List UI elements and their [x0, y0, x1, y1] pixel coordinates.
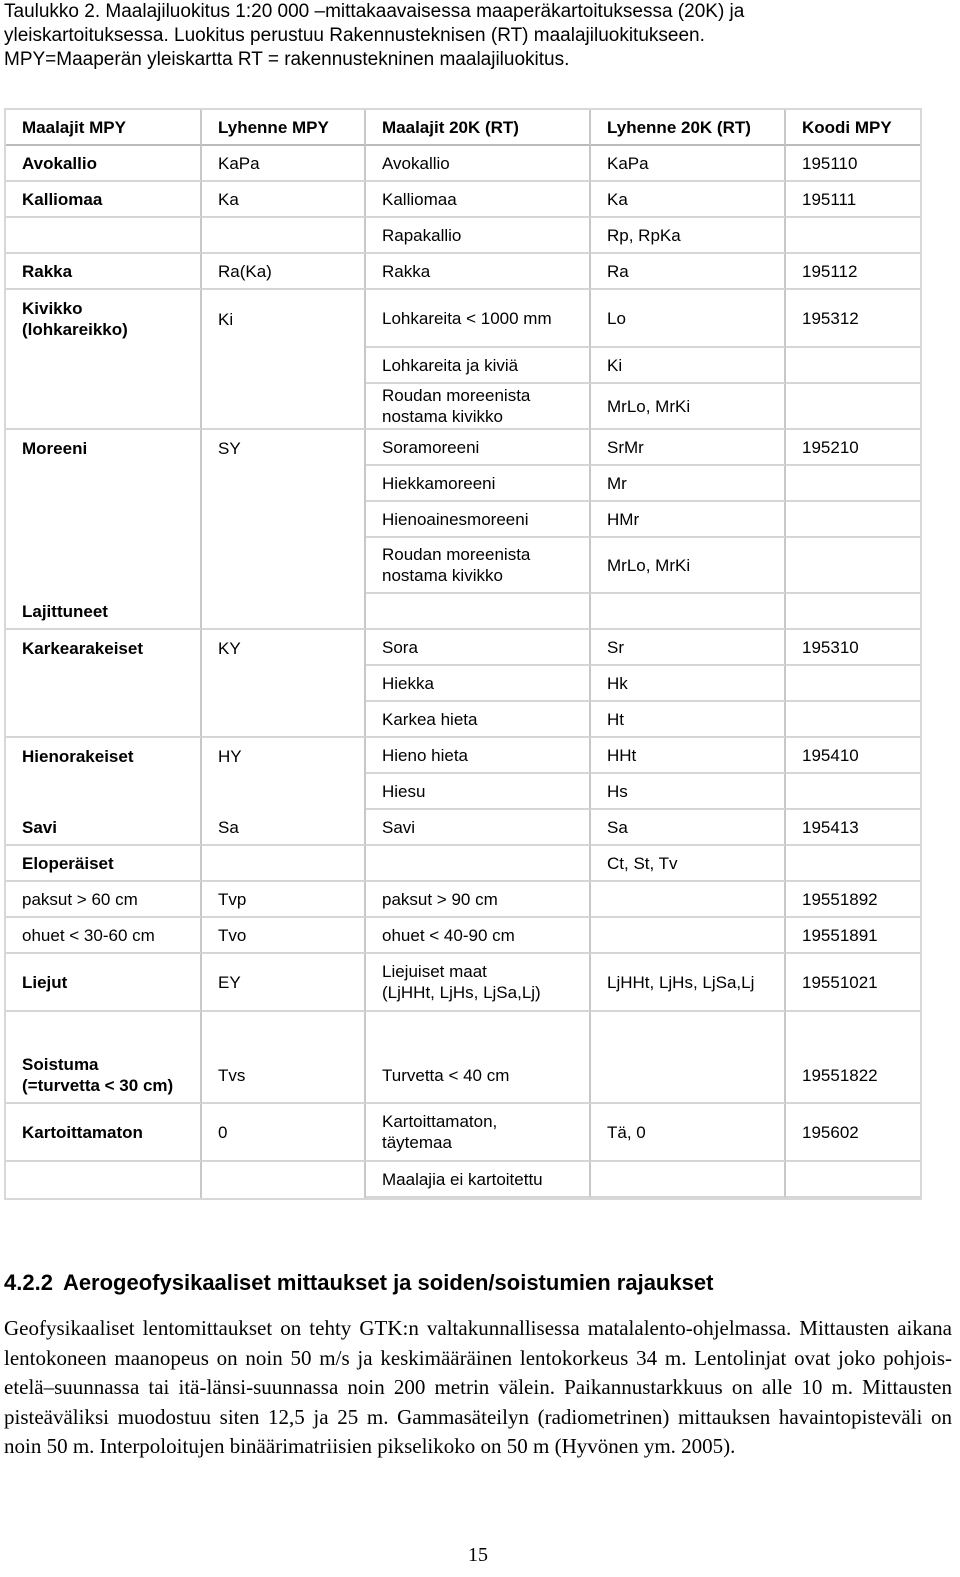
cell-maalaji-mpy: Karkearakeiset	[6, 630, 202, 666]
cell-lyhenne-20k	[591, 918, 786, 954]
cell-maalaji-20k: Liejuiset maat (LjHHt, LjHs, LjSa,Lj)	[366, 954, 591, 1012]
cell-maalaji-mpy: Eloperäiset	[6, 846, 202, 882]
cell-lyhenne-20k: MrLo, MrKi	[591, 384, 786, 430]
cell-lyhenne-mpy: HY	[202, 738, 366, 774]
table-row	[6, 954, 920, 1012]
cell-lyhenne-20k: Ka	[591, 182, 786, 218]
page-number: 15	[468, 1544, 488, 1566]
cell-maalaji-20k: Avokallio	[366, 146, 591, 182]
cell-koodi-mpy	[786, 218, 920, 254]
cell-lyhenne-mpy: Tvo	[202, 918, 366, 954]
cell-koodi-mpy	[786, 384, 920, 430]
table-row	[6, 918, 920, 954]
table-row	[6, 466, 920, 502]
cell-maalaji-mpy: Lajittuneet	[6, 594, 202, 630]
caption-line: MPY=Maaperän yleiskartta RT = rakennustekninen maalajiluokitus.	[4, 49, 570, 70]
cell-lyhenne-20k: Ki	[591, 348, 786, 384]
cell-lyhenne-20k: Hs	[591, 774, 786, 810]
cell-koodi-mpy: 19551891	[786, 918, 920, 954]
cell-maalaji-20k: Sora	[366, 630, 591, 666]
cell-koodi-mpy: 19551892	[786, 882, 920, 918]
cell-lyhenne-20k: Lo	[591, 290, 786, 348]
table-row	[6, 1048, 920, 1104]
cell-koodi-mpy: 195110	[786, 146, 920, 182]
table-row	[6, 702, 920, 738]
cell-maalaji-mpy	[6, 666, 202, 702]
cell-lyhenne-mpy: Sa	[202, 810, 366, 846]
cell-koodi-mpy	[786, 666, 920, 702]
section-heading	[4, 1270, 713, 1296]
header-lyhenne-mpy: Lyhenne MPY	[202, 110, 366, 146]
cell-lyhenne-mpy: SY	[202, 430, 366, 466]
table-row	[6, 218, 920, 254]
cell-maalaji-mpy: Kartoittamaton	[6, 1104, 202, 1162]
table-row	[6, 430, 920, 466]
cell-lyhenne-mpy: Ka	[202, 182, 366, 218]
cell-koodi-mpy	[786, 594, 920, 630]
caption-line: yleiskartoituksessa. Luokitus perustuu Rakennusteknisen (RT) maalajiluokitukseen.	[4, 25, 705, 46]
cell-lyhenne-mpy: Ki	[202, 290, 366, 348]
caption-line: Taulukko 2. Maalajiluokitus 1:20 000 –mittakaavaisessa maaperäkartoituksessa (20K) ja	[4, 1, 745, 22]
cell-lyhenne-mpy	[202, 348, 366, 384]
cell-maalaji-20k: Hieno hieta	[366, 738, 591, 774]
table-row	[6, 882, 920, 918]
cell-lyhenne-20k	[591, 882, 786, 918]
cell-maalaji-mpy	[6, 466, 202, 502]
cell-maalaji-20k: Savi	[366, 810, 591, 846]
table-row	[6, 502, 920, 538]
cell-maalaji-20k: ohuet < 40-90 cm	[366, 918, 591, 954]
cell-maalaji-mpy: Hienorakeiset	[6, 738, 202, 774]
cell-lyhenne-mpy	[202, 538, 366, 594]
table-row	[6, 810, 920, 846]
header-maalaji-20k: Maalajit 20K (RT)	[366, 110, 591, 146]
cell-maalaji-20k: Hiekkamoreeni	[366, 466, 591, 502]
table-row	[6, 774, 920, 810]
cell-lyhenne-mpy: EY	[202, 954, 366, 1012]
table-row	[6, 384, 920, 430]
header-lyhenne-20k: Lyhenne 20K (RT)	[591, 110, 786, 146]
soil-classification-table	[4, 108, 922, 1200]
cell-maalaji-20k	[366, 594, 591, 630]
cell-lyhenne-20k: Ht	[591, 702, 786, 738]
cell-lyhenne-mpy: Tvp	[202, 882, 366, 918]
cell-koodi-mpy: 19551822	[786, 1048, 920, 1104]
table-row	[6, 146, 920, 182]
table-row	[6, 846, 920, 882]
table-header-row	[6, 110, 920, 146]
cell-lyhenne-mpy	[202, 466, 366, 502]
cell-koodi-mpy	[786, 538, 920, 594]
cell-lyhenne-mpy	[202, 666, 366, 702]
cell-lyhenne-mpy	[202, 1162, 366, 1198]
cell-maalaji-mpy: Moreeni	[6, 430, 202, 466]
table-row	[6, 738, 920, 774]
cell-lyhenne-20k: HMr	[591, 502, 786, 538]
cell-lyhenne-mpy: KaPa	[202, 146, 366, 182]
section-title: Aerogeofysikaaliset mittaukset ja soiden/soistumien rajaukset	[62, 1270, 714, 1295]
cell-maalaji-mpy: Liejut	[6, 954, 202, 1012]
table-row	[6, 1162, 920, 1198]
table-row	[6, 348, 920, 384]
cell-lyhenne-20k: LjHHt, LjHs, LjSa,Lj	[591, 954, 786, 1012]
cell-maalaji-mpy: Rakka	[6, 254, 202, 290]
cell-maalaji-20k: Rakka	[366, 254, 591, 290]
cell-koodi-mpy: 195410	[786, 738, 920, 774]
cell-maalaji-20k: Hienoainesmoreeni	[366, 502, 591, 538]
cell-maalaji-mpy: Savi	[6, 810, 202, 846]
table-row	[6, 538, 920, 594]
cell-lyhenne-20k: SrMr	[591, 430, 786, 466]
cell-lyhenne-20k: Ct, St, Tv	[591, 846, 786, 882]
cell-maalaji-mpy: ohuet < 30-60 cm	[6, 918, 202, 954]
cell-maalaji-20k: Lohkareita < 1000 mm	[366, 290, 591, 348]
cell-koodi-mpy: 195111	[786, 182, 920, 218]
cell-maalaji-mpy	[6, 348, 202, 384]
table-row	[6, 182, 920, 218]
cell-lyhenne-20k: Mr	[591, 466, 786, 502]
cell-maalaji-mpy: Kalliomaa	[6, 182, 202, 218]
cell-koodi-mpy: 195310	[786, 630, 920, 666]
cell-maalaji-mpy: Avokallio	[6, 146, 202, 182]
cell-lyhenne-20k: Rp, RpKa	[591, 218, 786, 254]
cell-lyhenne-20k: MrLo, MrKi	[591, 538, 786, 594]
cell-maalaji-20k: Kartoittamaton, täytemaa	[366, 1104, 591, 1162]
cell-maalaji-mpy	[6, 1012, 202, 1048]
table-row	[6, 666, 920, 702]
cell-lyhenne-mpy	[202, 218, 366, 254]
cell-maalaji-20k: Karkea hieta	[366, 702, 591, 738]
header-maalaji-mpy: Maalajit MPY	[6, 110, 202, 146]
cell-maalaji-20k: Roudan moreenista nostama kivikko	[366, 384, 591, 430]
cell-lyhenne-20k	[591, 1012, 786, 1048]
cell-lyhenne-mpy: 0	[202, 1104, 366, 1162]
cell-maalaji-mpy	[6, 774, 202, 810]
cell-koodi-mpy	[786, 1012, 920, 1048]
cell-maalaji-mpy: Kivikko (lohkareikko)	[6, 290, 202, 348]
cell-koodi-mpy	[786, 502, 920, 538]
cell-maalaji-20k: paksut > 90 cm	[366, 882, 591, 918]
cell-maalaji-mpy	[6, 538, 202, 594]
cell-lyhenne-mpy	[202, 384, 366, 430]
cell-lyhenne-20k: Sa	[591, 810, 786, 846]
cell-maalaji-20k: Hiesu	[366, 774, 591, 810]
cell-maalaji-20k: Maalajia ei kartoitettu	[366, 1162, 591, 1198]
cell-koodi-mpy	[786, 466, 920, 502]
table-row	[6, 254, 920, 290]
table-row	[6, 1104, 920, 1162]
cell-maalaji-mpy	[6, 218, 202, 254]
section-number: 4.2.2	[4, 1270, 53, 1295]
cell-maalaji-20k	[366, 1012, 591, 1048]
cell-maalaji-mpy	[6, 384, 202, 430]
cell-maalaji-20k: Hiekka	[366, 666, 591, 702]
cell-lyhenne-mpy	[202, 846, 366, 882]
cell-maalaji-20k: Turvetta < 40 cm	[366, 1048, 591, 1104]
cell-maalaji-mpy: Soistuma (=turvetta < 30 cm)	[6, 1048, 202, 1104]
cell-maalaji-20k: Rapakallio	[366, 218, 591, 254]
cell-lyhenne-mpy	[202, 594, 366, 630]
cell-koodi-mpy: 19551021	[786, 954, 920, 1012]
cell-lyhenne-mpy: KY	[202, 630, 366, 666]
cell-maalaji-mpy	[6, 1162, 202, 1198]
cell-koodi-mpy: 195312	[786, 290, 920, 348]
cell-maalaji-mpy	[6, 702, 202, 738]
cell-lyhenne-20k	[591, 1048, 786, 1104]
table-row	[6, 630, 920, 666]
cell-koodi-mpy	[786, 348, 920, 384]
cell-lyhenne-mpy	[202, 1012, 366, 1048]
cell-lyhenne-mpy	[202, 502, 366, 538]
cell-koodi-mpy	[786, 774, 920, 810]
header-koodi-mpy: Koodi MPY	[786, 110, 920, 146]
cell-lyhenne-20k	[591, 1162, 786, 1198]
cell-koodi-mpy: 195112	[786, 254, 920, 290]
cell-lyhenne-mpy	[202, 774, 366, 810]
cell-maalaji-20k: Lohkareita ja kiviä	[366, 348, 591, 384]
cell-maalaji-20k	[366, 846, 591, 882]
cell-lyhenne-mpy: Ra(Ka)	[202, 254, 366, 290]
cell-maalaji-mpy	[6, 502, 202, 538]
cell-maalaji-20k: Kalliomaa	[366, 182, 591, 218]
cell-lyhenne-20k: KaPa	[591, 146, 786, 182]
cell-koodi-mpy	[786, 1162, 920, 1198]
body-paragraph: Geofysikaaliset lentomittaukset on tehty GTK:n valtakunnallisessa matalalento-ohjelmassa. Mittausten aikana lentokoneen maanopeus on noin 50 m/s ja keskimääräinen lentokorkeus 34 m. Lentolinjat ovat joko pohjois-etelä–suunnassa tai itä-länsi-suunnassa noin 200 metrin välein. Paikannustarkkuus on alle 10 m. Mittausten pisteäväliksi muodostuu siten 12,5 ja 25 m. Gammasäteilyn (radiometrinen) mittauksen havaintopisteväli on noin 50 m. Interpoloitujen binäärimatriisien pikselikoko on 50 m (Hyvönen ym. 2005).	[4, 1316, 952, 1458]
table-row	[6, 290, 920, 348]
cell-lyhenne-20k: Sr	[591, 630, 786, 666]
cell-lyhenne-mpy	[202, 702, 366, 738]
cell-maalaji-20k: Roudan moreenista nostama kivikko	[366, 538, 591, 594]
cell-maalaji-20k: Soramoreeni	[366, 430, 591, 466]
cell-koodi-mpy: 195602	[786, 1104, 920, 1162]
table-row	[6, 1012, 920, 1048]
cell-koodi-mpy	[786, 702, 920, 738]
cell-koodi-mpy: 195413	[786, 810, 920, 846]
table-row	[6, 594, 920, 630]
cell-koodi-mpy: 195210	[786, 430, 920, 466]
cell-lyhenne-20k	[591, 594, 786, 630]
cell-lyhenne-20k: Tä, 0	[591, 1104, 786, 1162]
cell-lyhenne-mpy: Tvs	[202, 1048, 366, 1104]
cell-maalaji-mpy: paksut > 60 cm	[6, 882, 202, 918]
table-caption	[4, 0, 904, 72]
cell-koodi-mpy	[786, 846, 920, 882]
cell-lyhenne-20k: HHt	[591, 738, 786, 774]
cell-lyhenne-20k: Hk	[591, 666, 786, 702]
cell-lyhenne-20k: Ra	[591, 254, 786, 290]
